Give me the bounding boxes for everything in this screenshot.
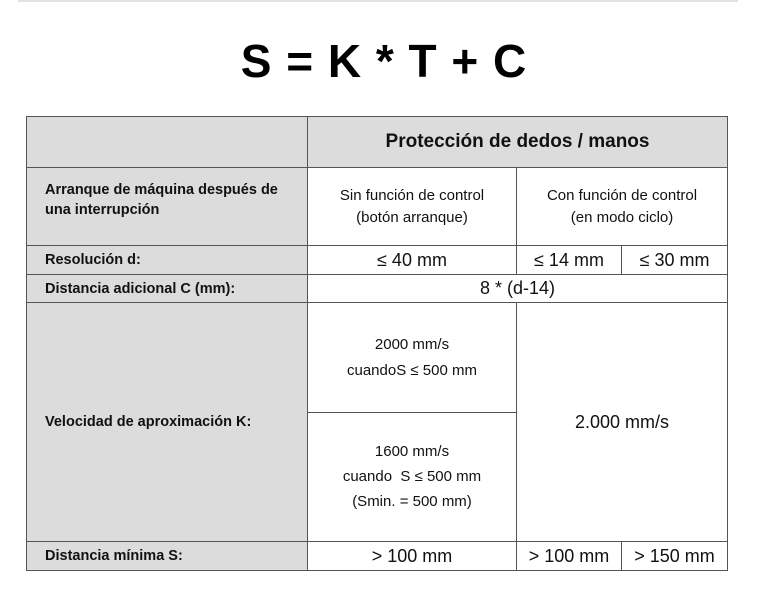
- resolucion-con-14: ≤ 14 mm: [517, 246, 622, 275]
- formula-title: S = K * T + C: [240, 35, 528, 87]
- distancia-min-label: Distancia mínima S:: [27, 542, 308, 571]
- header-row: [27, 117, 728, 168]
- velocidad-lower-note: (Smin. = 500 mm): [352, 493, 472, 510]
- velocidad-upper-speed: 2000 mm/s: [374, 335, 450, 353]
- velocidad-upper-cell: [308, 303, 517, 413]
- con-funcion-line1: Con función de control: [546, 186, 698, 204]
- safety-distance-table: [26, 116, 728, 571]
- cond-expression: S ≤ 500 mm: [400, 468, 482, 485]
- header-title: Protección de dedos / manos: [308, 117, 728, 168]
- con-funcion-cell: [517, 168, 728, 246]
- velocidad-con-value: 2.000 mm/s: [517, 303, 728, 542]
- sin-funcion-cell: [308, 168, 517, 246]
- velocidad-label: Velocidad de aproximación K:: [27, 303, 308, 542]
- resolucion-sin: ≤ 40 mm: [308, 246, 517, 275]
- sin-funcion-line1: Sin función de control: [339, 186, 485, 204]
- distancia-min-row: [27, 542, 728, 571]
- cond-prefix: cuando: [347, 361, 397, 379]
- velocidad-lower-cell: [308, 413, 517, 542]
- distancia-c-row: [27, 275, 728, 303]
- resolucion-row: [27, 246, 728, 275]
- distancia-min-sin: > 100 mm: [308, 542, 517, 571]
- distancia-c-label: Distancia adicional C (mm):: [27, 275, 308, 303]
- resolucion-con-30: ≤ 30 mm: [622, 246, 728, 275]
- start-row: [27, 168, 728, 246]
- resolucion-label: Resolución d:: [27, 246, 308, 275]
- velocidad-row-upper: [27, 303, 728, 413]
- distancia-min-con-150: > 150 mm: [622, 542, 728, 571]
- distancia-min-con-100: > 100 mm: [517, 542, 622, 571]
- start-label: [27, 168, 308, 246]
- cond-expression: S ≤ 500 mm: [396, 361, 477, 379]
- header-empty-cell: [27, 117, 308, 168]
- top-divider: [18, 0, 738, 2]
- start-label-text: Arranque de máquina después de una interrupción: [45, 181, 278, 218]
- distancia-c-value: 8 * (d-14): [308, 275, 728, 303]
- velocidad-lower-speed: 1600 mm/s: [374, 443, 450, 460]
- velocidad-lower-cond-line: [308, 465, 516, 489]
- cond-prefix: cuando: [342, 468, 393, 485]
- velocidad-upper-cond-line: [308, 358, 516, 384]
- con-funcion-line2: (en modo ciclo): [570, 208, 674, 226]
- sin-funcion-line2: (botón arranque): [356, 208, 468, 226]
